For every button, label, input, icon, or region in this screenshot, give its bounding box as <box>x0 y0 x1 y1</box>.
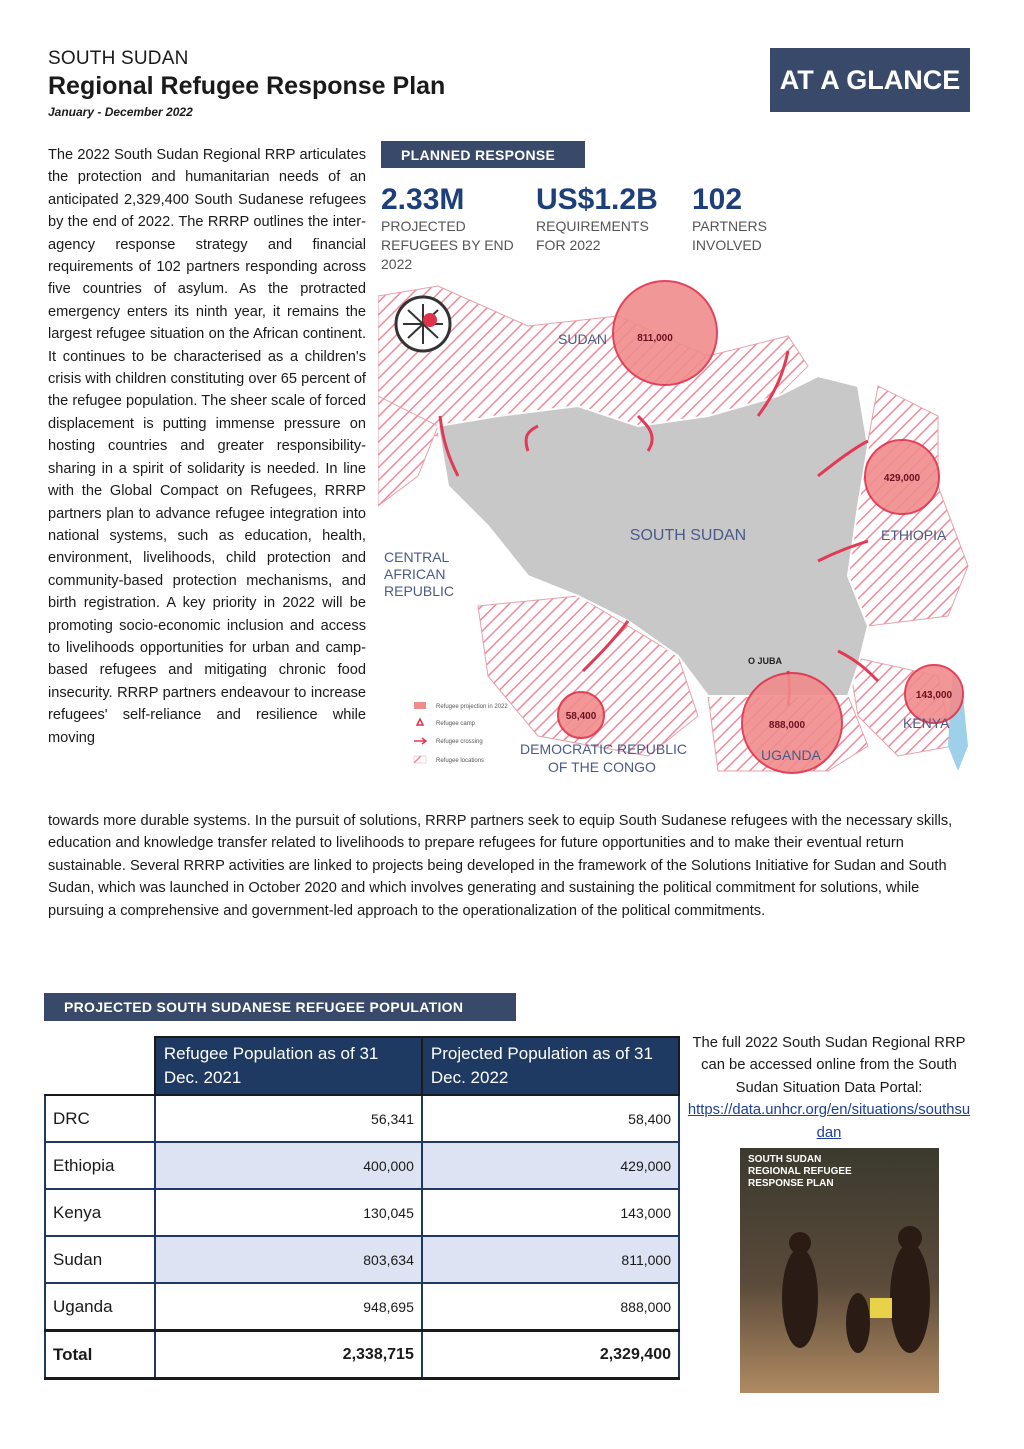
pop-2022-cell: 429,000 <box>422 1142 679 1189</box>
country-cell: Uganda <box>45 1283 155 1331</box>
intro-column-text: The 2022 South Sudan Regional RRP articulates the protection and humanitarian needs of an anticipated 2,329,400 South Sudanese refugees by the end of 2022. The RRRP outlines the inter-agency response strategy and financial requirements of 102 partners responding across five countries of asylum. As the protracted emergency enters its ninth year, it remains the largest refugee situation on the African continent. It continues to be characterised as a children's crisis with children constituting over 65 percent of the refugee population. The sheer scale of forced displacement is putting immense pressure on hosting countries and greater responsibility-sharing in a spirit of solidarity is needed. In line with the Global Compact on Refugees, RRRP partners plan to advance refugee integration into national systems, such as education, health, environment, livelihoods, child protection and community-based protection mechanisms, and birth registration. A key priority in 2022 will be promoting socio-economic inclusion and access to livelihoods opportunities for urban and camp-based refugees and mitigating chronic food insecurity. RRRP partners endeavour to increase refugees' self-reliance and resilience while moving <box>48 147 366 746</box>
report-cover-thumbnail <box>740 1148 939 1393</box>
refugee-map <box>378 276 978 778</box>
table-total-row <box>45 1331 679 1379</box>
cover-title-line3: RESPONSE PLAN <box>748 1178 834 1189</box>
table-header-blank <box>45 1037 155 1095</box>
total-2022-cell: 2,329,400 <box>422 1331 679 1379</box>
population-table <box>44 1036 680 1380</box>
pop-2022-cell: 58,400 <box>422 1095 679 1142</box>
table-row <box>45 1142 679 1189</box>
bubble-label-sudan: 811,000 <box>637 333 673 344</box>
stat-label: REQUIREMENTS FOR 2022 <box>536 218 649 253</box>
pop-2021-cell: 803,634 <box>155 1236 422 1283</box>
cover-title-line1: SOUTH SUDAN <box>748 1154 822 1165</box>
stat-value: 2.33M <box>381 183 465 216</box>
label-car-line3: REPUBLIC <box>384 583 455 599</box>
table-header-row <box>45 1037 679 1095</box>
country-cell: Ethiopia <box>45 1142 155 1189</box>
country-cell: Sudan <box>45 1236 155 1283</box>
bubble-label-ethiopia: 429,000 <box>883 473 921 484</box>
table-row <box>45 1095 679 1142</box>
label-ethiopia: ETHIOPIA <box>881 527 947 543</box>
label-sudan: SUDAN <box>558 331 608 347</box>
table-section-tag: PROJECTED SOUTH SUDANESE REFUGEE POPULATION <box>44 993 516 1021</box>
stat-value: US$1.2B <box>536 183 658 216</box>
label-drc-line2: OF THE CONGO <box>548 759 656 775</box>
side-note-text: The full 2022 South Sudan Regional RRP can be accessed online from the South Sudan Situation Data Portal: <box>692 1035 966 1096</box>
label-car-line2: AFRICAN <box>384 566 446 582</box>
label-uganda: UGANDA <box>761 747 821 763</box>
country-cell: Kenya <box>45 1189 155 1236</box>
data-portal-link[interactable]: https://data.unhcr.org/en/situations/southsudan <box>687 1102 971 1141</box>
bubble-label-drc: 58,400 <box>565 711 597 722</box>
label-car-line1: CENTRAL <box>384 549 450 565</box>
pop-2022-cell: 888,000 <box>422 1283 679 1331</box>
date-range: January - December 2022 <box>48 105 193 119</box>
label-south-sudan: SOUTH SUDAN <box>629 527 747 544</box>
pop-2021-cell: 130,045 <box>155 1189 422 1236</box>
side-note <box>684 1032 974 1144</box>
unhcr-globe-icon <box>396 297 450 351</box>
stat-value: 102 <box>692 183 743 216</box>
pop-2021-cell: 56,341 <box>155 1095 422 1142</box>
stat-partners <box>692 183 812 255</box>
table-header-2022: Projected Population as of 31 Dec. 2022 <box>422 1037 679 1095</box>
stat-requirements <box>536 183 686 255</box>
pop-2021-cell: 400,000 <box>155 1142 422 1189</box>
pop-2022-cell: 811,000 <box>422 1236 679 1283</box>
at-a-glance-badge: AT A GLANCE <box>770 48 970 112</box>
legend-locations: Refugee locations <box>436 758 485 764</box>
table-row <box>45 1189 679 1236</box>
table-header-2021: Refugee Population as of 31 Dec. 2021 <box>155 1037 422 1095</box>
stat-label: PARTNERS INVOLVED <box>692 218 767 253</box>
total-2021-cell: 2,338,715 <box>155 1331 422 1379</box>
stat-refugees <box>381 183 531 274</box>
intro-full-width-text: towards more durable systems. In the pursuit of solutions, RRRP partners seek to equip South Sudanese refugees with the necessary skills, education and knowledge transfer related to livelihoods to prepare refugees for future opportunities and to make their eventual return sustainable. Several RRRP activities are linked to projects being developed in the framework of the Solutions Initiative for Sudan and South Sudan, which was launched in October 2020 and which involves generating and sustaining the political commitment for solutions, while pursuing a comprehensive and government-led approach to the operationalization of the political commitments. <box>48 813 953 919</box>
capital-label: O JUBA <box>748 656 783 666</box>
page-title: Regional Refugee Response Plan <box>48 72 446 100</box>
label-drc-line1: DEMOCRATIC REPUBLIC <box>520 741 687 757</box>
kicker: SOUTH SUDAN <box>48 48 189 69</box>
planned-response-tag: PLANNED RESPONSE <box>381 141 585 168</box>
label-kenya: KENYA <box>903 715 950 731</box>
country-cell: DRC <box>45 1095 155 1142</box>
pop-2022-cell: 143,000 <box>422 1189 679 1236</box>
table-row <box>45 1236 679 1283</box>
legend-crossing: Refugee crossing <box>436 739 483 745</box>
bubble-label-kenya: 143,000 <box>915 690 953 701</box>
pop-2021-cell: 948,695 <box>155 1283 422 1331</box>
cover-title-line2: REGIONAL REFUGEE <box>748 1166 852 1177</box>
total-label-cell: Total <box>45 1331 155 1379</box>
bubble-label-uganda: 888,000 <box>768 720 806 731</box>
legend-camp: Refugee camp <box>436 721 476 727</box>
legend-projection: Refugee projection in 2022 <box>436 704 508 710</box>
map-legend <box>414 702 508 764</box>
table-row <box>45 1283 679 1331</box>
stat-label: PROJECTED REFUGEES BY END 2022 <box>381 218 514 272</box>
